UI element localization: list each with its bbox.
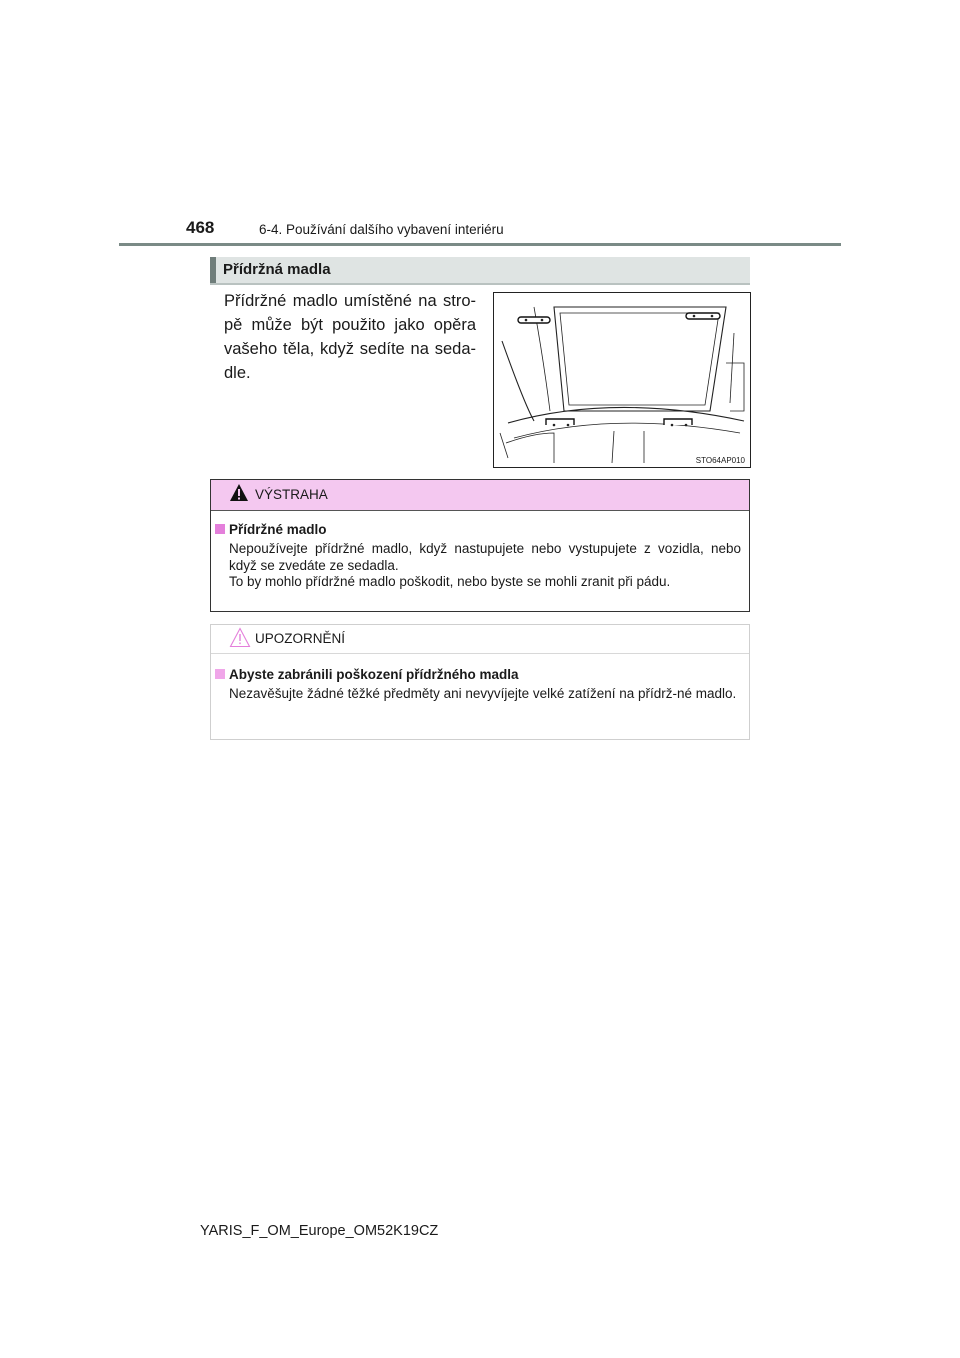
figure-code: STO64AP010 — [695, 456, 745, 465]
warning-label: VÝSTRAHA — [255, 487, 328, 502]
bullet-square-icon — [215, 669, 225, 679]
footer-doc-id: YARIS_F_OM_Europe_OM52K19CZ — [200, 1223, 439, 1239]
warning-item-title-text: Přídržné madlo — [229, 522, 327, 537]
topic-title: Přídržná madla — [223, 261, 331, 278]
page-number: 468 — [186, 218, 215, 237]
assist-grip-illustration — [493, 292, 751, 468]
warning-header — [211, 480, 749, 511]
roof-interior-drawing — [494, 293, 750, 467]
header-rule — [119, 243, 841, 246]
caution-item-body: Nezavěšujte žádné těžké předměty ani nevyvíjejte velké zatížení na přídrž-né madlo. — [229, 686, 737, 701]
caution-item — [215, 667, 741, 703]
topic-heading-bar — [210, 257, 750, 285]
section-title: 6-4. Používání dalšího vybavení interiéru — [259, 222, 504, 237]
warning-triangle-icon — [229, 483, 249, 503]
caution-item-title-text: Abyste zabránili poškození přídržného madla — [229, 667, 519, 682]
caution-box — [210, 624, 750, 740]
caution-label: UPOZORNĚNÍ — [255, 631, 346, 646]
topic-marker — [210, 257, 216, 283]
warning-item — [215, 522, 741, 591]
warning-box — [210, 479, 750, 612]
caution-triangle-icon — [229, 627, 251, 649]
warning-item-line: Nepoužívejte přídržné madlo, když nastupujete nebo vystupujete z vozidla, nebo když se zvedáte ze sedadla. — [229, 541, 741, 573]
caution-header — [211, 625, 749, 654]
topic-body-text: Přídržné madlo umístěné na stro-pě může být použito jako opěra vašeho těla, když sedíte na seda-dle. — [224, 292, 476, 382]
warning-item-body — [215, 541, 741, 591]
warning-item-title — [215, 522, 741, 537]
warning-item-line: To by mohlo přídržné madlo poškodit, nebo byste se mohli zranit při pádu. — [229, 574, 671, 589]
caution-item-title — [215, 667, 741, 682]
bullet-square-icon — [215, 524, 225, 534]
